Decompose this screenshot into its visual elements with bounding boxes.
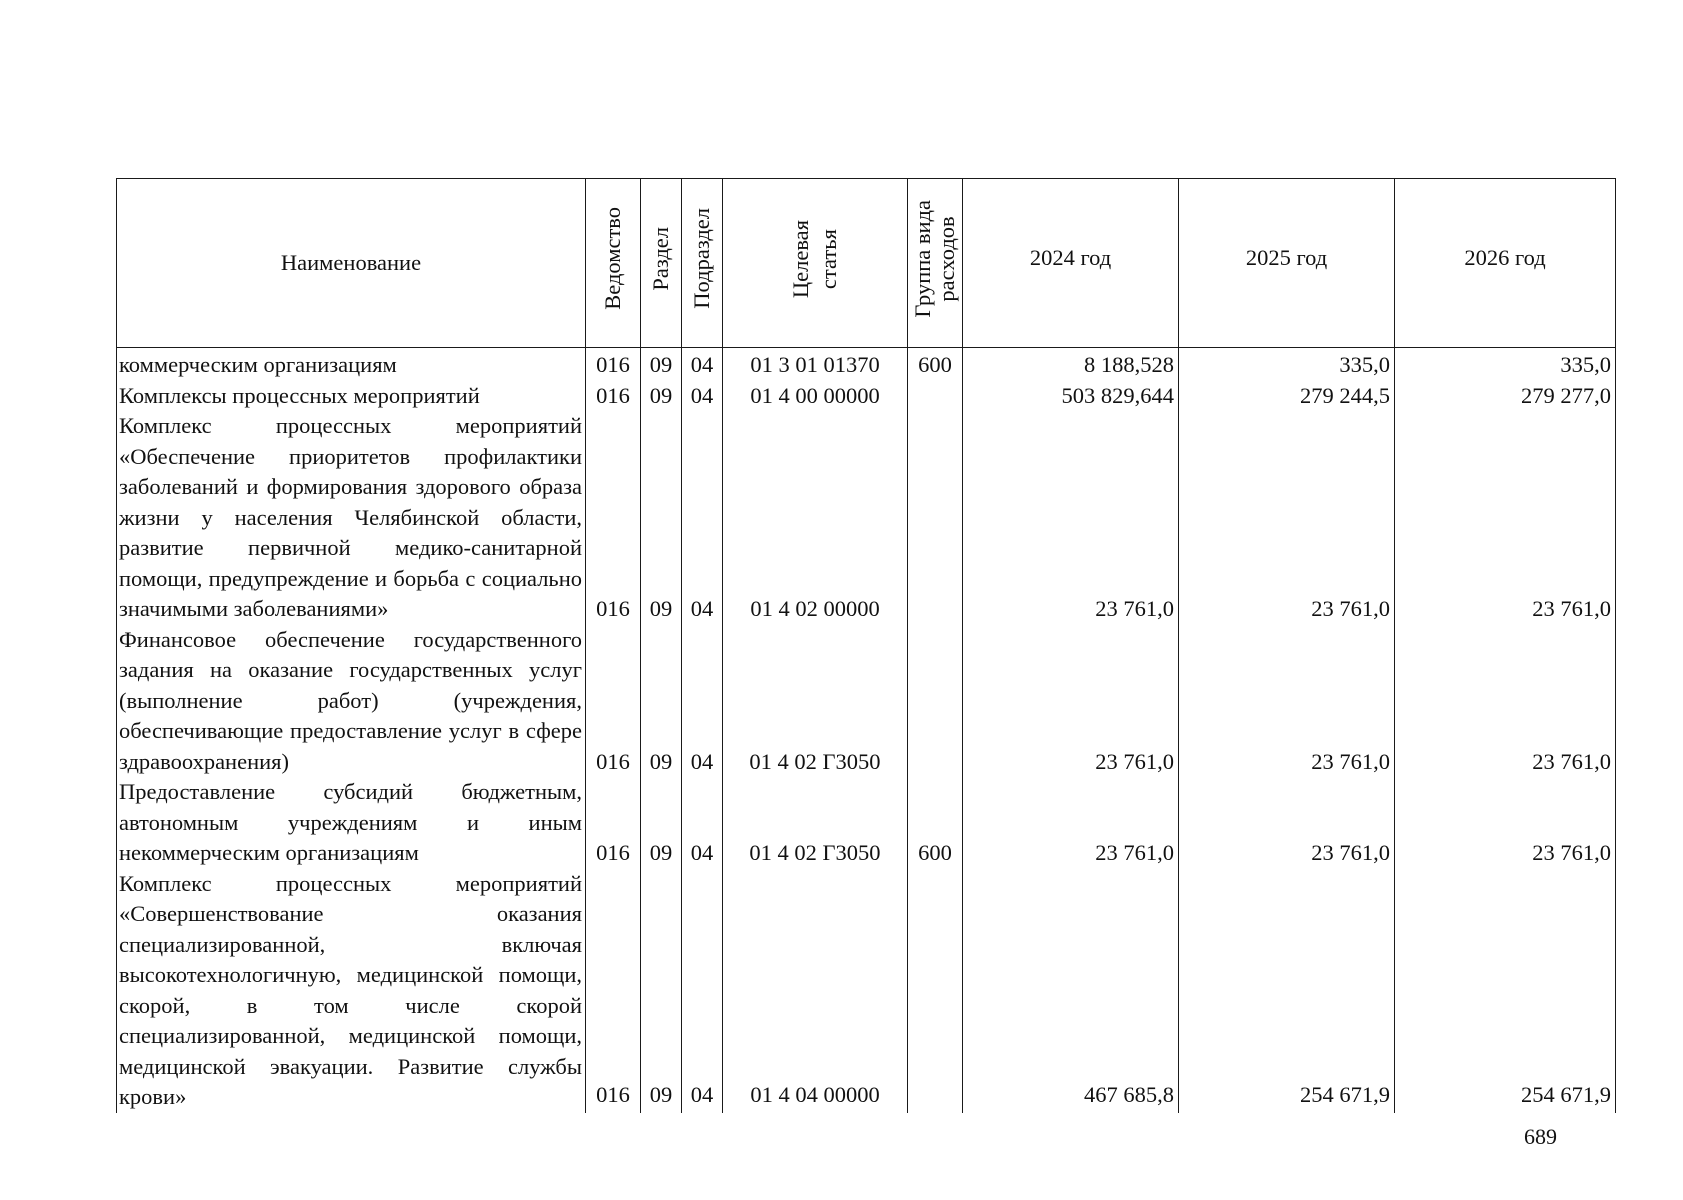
header-target [723,179,908,348]
table-row [117,625,1616,778]
page-number: 689 [1524,1124,1557,1149]
row-2025: 335,0 [1179,348,1395,381]
row-2025: 279 244,5 [1179,381,1395,412]
row-section: 09 [641,348,682,381]
row-name: коммерческим организациям [117,348,586,381]
table-row [117,348,1616,381]
header-target-line2: статья [816,228,841,289]
header-2024: 2024 год [963,179,1179,348]
row-subsection: 04 [682,411,723,625]
row-subsection: 04 [682,777,723,869]
row-target: 01 4 02 Г3050 [723,625,908,778]
table-row [117,381,1616,412]
row-name: Комплекс процессных мероприятий «Обеспечение приоритетов профилактики заболеваний и формирования здорового образа жизни у населения Челябинской области, развитие первичной медико-санитарной помощи, предупреждение и борьба с социально значимыми заболеваниями» [117,411,586,625]
row-ministry: 016 [586,777,641,869]
table-row [117,869,1616,1113]
row-2026: 254 671,9 [1395,869,1616,1113]
row-section: 09 [641,625,682,778]
row-2024: 23 761,0 [963,777,1179,869]
row-subsection: 04 [682,381,723,412]
row-expense-group: 600 [908,777,963,869]
table-row [117,411,1616,625]
row-2024: 23 761,0 [963,411,1179,625]
header-row [117,179,1616,348]
row-target: 01 3 01 01370 [723,348,908,381]
row-ministry: 016 [586,411,641,625]
table-row [117,777,1616,869]
header-expense-line2: расходов [934,216,959,302]
row-2026: 23 761,0 [1395,411,1616,625]
header-name: Наименование [117,179,586,348]
row-ministry: 016 [586,625,641,778]
row-subsection: 04 [682,348,723,381]
row-name: Комплекс процессных мероприятий «Совершенствование оказания специализированной, включая высокотехнологичную, медицинской помощи, скорой, в том числе скорой специализированной, медицинской помощи, медицинской эвакуации. Развитие службы крови» [117,869,586,1113]
header-subsection: Подраздел [682,179,723,348]
row-2024: 467 685,8 [963,869,1179,1113]
row-2025: 23 761,0 [1179,625,1395,778]
row-2025: 254 671,9 [1179,869,1395,1113]
row-section: 09 [641,777,682,869]
header-expense-line1: Группа вида [910,199,935,318]
row-expense-group [908,869,963,1113]
row-2026: 279 277,0 [1395,381,1616,412]
row-2026: 23 761,0 [1395,625,1616,778]
header-target-line1: Целевая [788,219,813,298]
row-2026: 335,0 [1395,348,1616,381]
row-subsection: 04 [682,625,723,778]
row-section: 09 [641,381,682,412]
row-ministry: 016 [586,381,641,412]
row-expense-group [908,411,963,625]
row-expense-group: 600 [908,348,963,381]
row-subsection: 04 [682,869,723,1113]
row-name: Комплексы процессных мероприятий [117,381,586,412]
header-expense-group [908,179,963,348]
row-target: 01 4 02 Г3050 [723,777,908,869]
row-expense-group [908,381,963,412]
row-target: 01 4 02 00000 [723,411,908,625]
header-ministry: Ведомство [586,179,641,348]
row-2024: 8 188,528 [963,348,1179,381]
budget-table [116,178,1616,1113]
row-section: 09 [641,869,682,1113]
header-2026: 2026 год [1395,179,1616,348]
row-expense-group [908,625,963,778]
row-target: 01 4 00 00000 [723,381,908,412]
row-2026: 23 761,0 [1395,777,1616,869]
header-2025: 2025 год [1179,179,1395,348]
row-ministry: 016 [586,348,641,381]
row-2025: 23 761,0 [1179,411,1395,625]
row-name: Предоставление субсидий бюджетным, автономным учреждениям и иным некоммерческим организациям [117,777,586,869]
row-2024: 503 829,644 [963,381,1179,412]
header-section: Раздел [641,179,682,348]
row-section: 09 [641,411,682,625]
row-name: Финансовое обеспечение государственного задания на оказание государственных услуг (выполнение работ) (учреждения, обеспечивающие предоставление услуг в сфере здравоохранения) [117,625,586,778]
row-2024: 23 761,0 [963,625,1179,778]
row-ministry: 016 [586,869,641,1113]
row-2025: 23 761,0 [1179,777,1395,869]
row-target: 01 4 04 00000 [723,869,908,1113]
